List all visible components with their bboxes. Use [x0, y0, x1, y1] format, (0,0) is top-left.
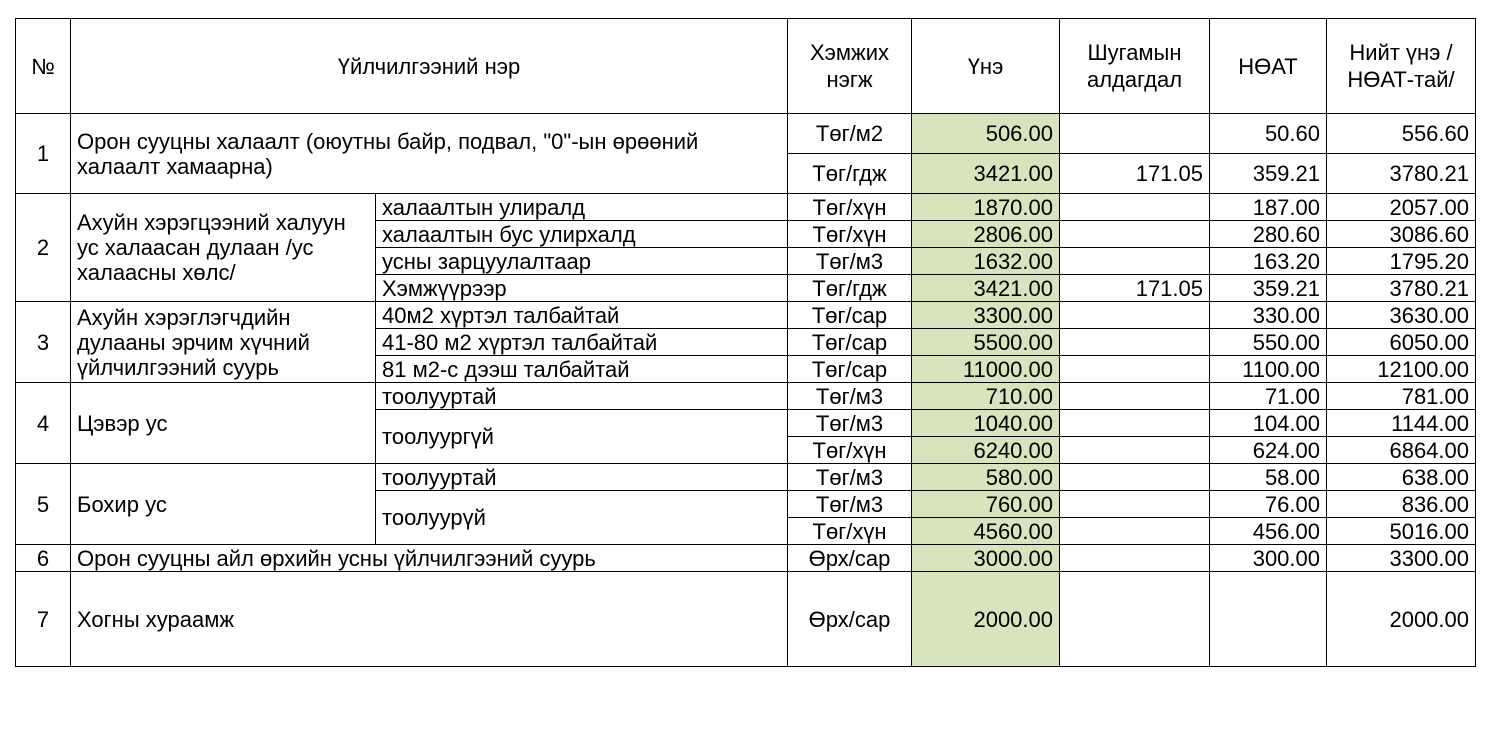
loss-cell	[1060, 383, 1210, 410]
price-cell: 5500.00	[912, 329, 1060, 356]
header-no: №	[16, 19, 71, 114]
unit-cell: Төг/м3	[788, 464, 912, 491]
loss-cell	[1060, 114, 1210, 154]
unit-cell: Төг/гдж	[788, 154, 912, 194]
vat-cell: 1100.00	[1210, 356, 1327, 383]
loss-cell	[1060, 491, 1210, 518]
service-name: Орон сууцны айл өрхийн усны үйлчилгээний суурь	[71, 545, 788, 572]
vat-cell: 359.21	[1210, 154, 1327, 194]
header-unit: Хэмжих нэгж	[788, 19, 912, 114]
loss-cell	[1060, 410, 1210, 437]
unit-cell: Төг/сар	[788, 356, 912, 383]
service-name: Ахуйн хэрэглэгчдийн дулааны эрчим хүчний үйлчилгээний суурь	[71, 302, 376, 383]
vat-cell: 58.00	[1210, 464, 1327, 491]
vat-cell: 71.00	[1210, 383, 1327, 410]
unit-cell: Төг/хүн	[788, 437, 912, 464]
unit-cell: Төг/м3	[788, 248, 912, 275]
total-cell: 2000.00	[1327, 572, 1476, 667]
row-number: 1	[16, 114, 71, 194]
sub-service: халаалтын улиралд	[376, 194, 788, 221]
price-cell: 4560.00	[912, 518, 1060, 545]
table-row	[16, 464, 1476, 491]
loss-cell	[1060, 518, 1210, 545]
loss-cell	[1060, 545, 1210, 572]
total-cell: 3780.21	[1327, 154, 1476, 194]
unit-cell: Өрх/сар	[788, 572, 912, 667]
header-service-name: Үйлчилгээний нэр	[71, 19, 788, 114]
header-price: Үнэ	[912, 19, 1060, 114]
row-number: 7	[16, 572, 71, 667]
vat-cell: 76.00	[1210, 491, 1327, 518]
loss-cell	[1060, 572, 1210, 667]
table-row	[16, 572, 1476, 667]
sub-service: усны зарцуулалтаар	[376, 248, 788, 275]
price-cell: 506.00	[912, 114, 1060, 154]
service-name: Бохир ус	[71, 464, 376, 545]
service-name: Ахуйн хэрэгцээний халуун ус халаасан дулаан /ус халаасны хөлс/	[71, 194, 376, 302]
vat-cell: 550.00	[1210, 329, 1327, 356]
header-row	[16, 19, 1476, 114]
loss-cell	[1060, 329, 1210, 356]
price-cell: 1632.00	[912, 248, 1060, 275]
service-name: Цэвэр ус	[71, 383, 376, 464]
unit-cell: Төг/м2	[788, 114, 912, 154]
price-cell: 6240.00	[912, 437, 1060, 464]
price-cell: 580.00	[912, 464, 1060, 491]
vat-cell: 300.00	[1210, 545, 1327, 572]
header-line-loss: Шугамын алдагдал	[1060, 19, 1210, 114]
total-cell: 836.00	[1327, 491, 1476, 518]
row-number: 6	[16, 545, 71, 572]
table-row	[16, 194, 1476, 221]
sub-service: тоолууртай	[376, 383, 788, 410]
row-number: 2	[16, 194, 71, 302]
total-cell: 781.00	[1327, 383, 1476, 410]
sub-service: 81 м2-с дээш талбайтай	[376, 356, 788, 383]
unit-cell: Төг/сар	[788, 329, 912, 356]
vat-cell: 280.60	[1210, 221, 1327, 248]
unit-cell: Төг/хүн	[788, 194, 912, 221]
price-cell: 1870.00	[912, 194, 1060, 221]
price-cell: 710.00	[912, 383, 1060, 410]
vat-cell: 330.00	[1210, 302, 1327, 329]
service-name: Хогны хураамж	[71, 572, 788, 667]
total-cell: 5016.00	[1327, 518, 1476, 545]
unit-cell: Төг/сар	[788, 302, 912, 329]
total-cell: 3086.60	[1327, 221, 1476, 248]
table-row	[16, 383, 1476, 410]
sub-service: 41-80 м2 хүртэл талбайтай	[376, 329, 788, 356]
total-cell: 556.60	[1327, 114, 1476, 154]
price-cell: 3421.00	[912, 154, 1060, 194]
unit-cell: Төг/хүн	[788, 221, 912, 248]
total-cell: 6864.00	[1327, 437, 1476, 464]
sub-service: тоолуургүй	[376, 410, 788, 464]
loss-cell	[1060, 221, 1210, 248]
price-cell: 2806.00	[912, 221, 1060, 248]
price-cell: 3000.00	[912, 545, 1060, 572]
header-vat: НӨАТ	[1210, 19, 1327, 114]
unit-cell: Төг/хүн	[788, 518, 912, 545]
tariff-table	[15, 18, 1476, 667]
vat-cell: 359.21	[1210, 275, 1327, 302]
table-row	[16, 545, 1476, 572]
sub-service: тоолуурүй	[376, 491, 788, 545]
price-cell: 3300.00	[912, 302, 1060, 329]
vat-cell: 163.20	[1210, 248, 1327, 275]
vat-cell: 104.00	[1210, 410, 1327, 437]
header-total: Нийт үнэ /НӨАТ-тай/	[1327, 19, 1476, 114]
total-cell: 6050.00	[1327, 329, 1476, 356]
unit-cell: Төг/м3	[788, 410, 912, 437]
row-number: 5	[16, 464, 71, 545]
total-cell: 1795.20	[1327, 248, 1476, 275]
unit-cell: Төг/м3	[788, 491, 912, 518]
total-cell: 3780.21	[1327, 275, 1476, 302]
total-cell: 3630.00	[1327, 302, 1476, 329]
loss-cell: 171.05	[1060, 275, 1210, 302]
loss-cell	[1060, 194, 1210, 221]
total-cell: 2057.00	[1327, 194, 1476, 221]
price-cell: 3421.00	[912, 275, 1060, 302]
sub-service: 40м2 хүртэл талбайтай	[376, 302, 788, 329]
unit-cell: Төг/м3	[788, 383, 912, 410]
loss-cell: 171.05	[1060, 154, 1210, 194]
loss-cell	[1060, 248, 1210, 275]
sub-service: Хэмжүүрээр	[376, 275, 788, 302]
price-cell: 2000.00	[912, 572, 1060, 667]
price-cell: 1040.00	[912, 410, 1060, 437]
total-cell: 638.00	[1327, 464, 1476, 491]
total-cell: 1144.00	[1327, 410, 1476, 437]
sub-service: халаалтын бус улирхалд	[376, 221, 788, 248]
sub-service: тоолууртай	[376, 464, 788, 491]
table-row	[16, 114, 1476, 154]
loss-cell	[1060, 302, 1210, 329]
loss-cell	[1060, 437, 1210, 464]
vat-cell: 456.00	[1210, 518, 1327, 545]
unit-cell: Өрх/сар	[788, 545, 912, 572]
vat-cell: 624.00	[1210, 437, 1327, 464]
price-cell: 760.00	[912, 491, 1060, 518]
table-row	[16, 302, 1476, 329]
price-cell: 11000.00	[912, 356, 1060, 383]
loss-cell	[1060, 356, 1210, 383]
vat-cell: 187.00	[1210, 194, 1327, 221]
vat-cell: 50.60	[1210, 114, 1327, 154]
unit-cell: Төг/гдж	[788, 275, 912, 302]
total-cell: 3300.00	[1327, 545, 1476, 572]
row-number: 3	[16, 302, 71, 383]
service-name: Орон сууцны халаалт (оюутны байр, подвал, "0"-ын өрөөний халаалт хамаарна)	[71, 114, 788, 194]
loss-cell	[1060, 464, 1210, 491]
total-cell: 12100.00	[1327, 356, 1476, 383]
vat-cell	[1210, 572, 1327, 667]
row-number: 4	[16, 383, 71, 464]
